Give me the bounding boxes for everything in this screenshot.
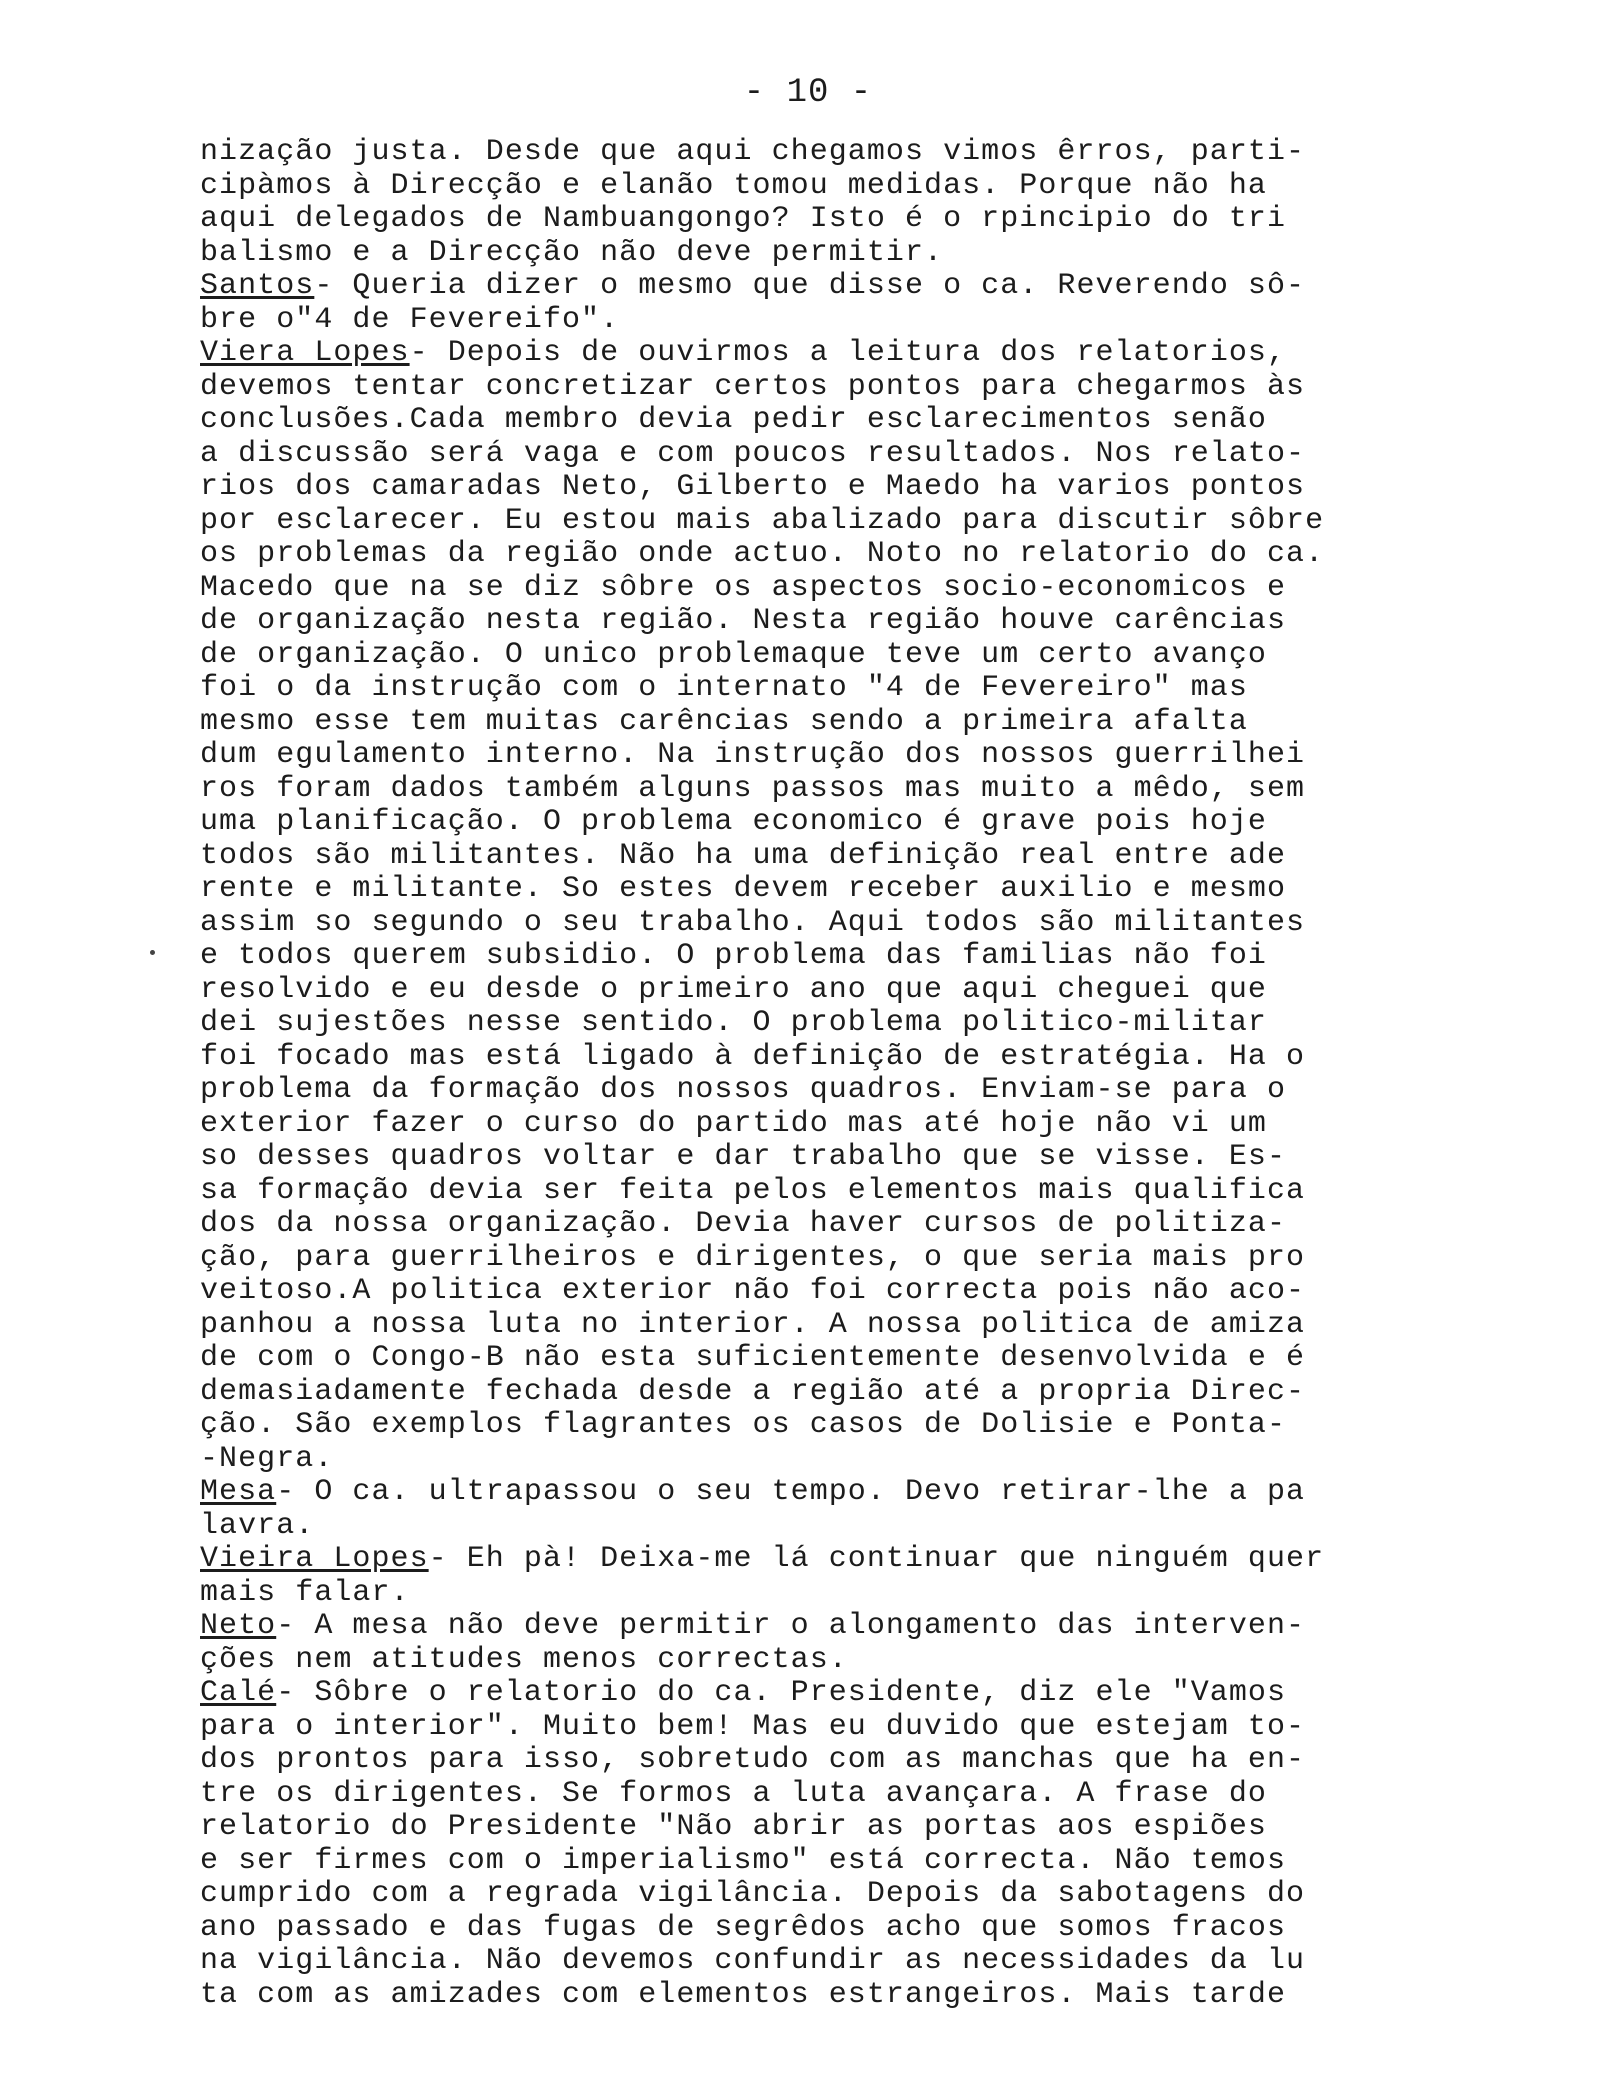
line-text: ta com as amizades com elementos estrangeiros. Mais tarde	[200, 1977, 1287, 2012]
text-line	[200, 1644, 1380, 1678]
line-text: conclusões.Cada membro devia pedir esclarecimentos senão	[200, 403, 1267, 437]
line-text: e ser firmes com o imperialismo" está correcta. Não temos	[200, 1843, 1287, 1878]
text-line	[200, 706, 1380, 740]
line-text: bre o"4 de Fevereifo".	[200, 302, 620, 337]
ink-speck	[150, 950, 155, 955]
speaker-line	[200, 1610, 1380, 1644]
text-line	[200, 1811, 1380, 1845]
text-line	[200, 1041, 1380, 1075]
speaker-name: Santos	[200, 269, 315, 303]
text-line	[200, 505, 1380, 539]
line-text: - O ca. ultrapassou o seu tempo. Devo retirar-lhe a pa	[276, 1475, 1306, 1509]
text-line	[200, 371, 1380, 405]
line-text: cumprido com a regrada vigilância. Depois da sabotagens do	[200, 1877, 1306, 1911]
line-text: todos são militantes. Não ha uma definição real entre ade	[200, 838, 1287, 873]
line-text: a discussão será vaga e com poucos resultados. Nos relato-	[200, 436, 1306, 471]
speaker-name: Viera Lopes	[200, 336, 410, 370]
text-line	[200, 438, 1380, 472]
text-line	[200, 1141, 1380, 1175]
line-text: cipàmos à Direcção e elanão tomou medidas. Porque não ha	[200, 168, 1267, 203]
line-text: problema da formação dos nossos quadros. Enviam-se para o	[200, 1073, 1287, 1107]
text-line	[200, 1275, 1380, 1309]
text-line	[200, 136, 1380, 170]
text-line	[200, 1711, 1380, 1745]
line-text: demasiadamente fechada desde a região até a propria Direc-	[200, 1374, 1306, 1409]
speaker-name: Vieira Lopes	[200, 1542, 429, 1576]
line-text: uma planificação. O problema economico é grave pois hoje	[200, 805, 1267, 839]
text-line	[200, 538, 1380, 572]
text-line	[200, 1342, 1380, 1376]
line-text: dum egulamento interno. Na instrução dos nossos guerrilhei	[200, 738, 1306, 772]
line-text: de organização nesta região. Nesta região houve carências	[200, 604, 1287, 638]
line-text: - Eh pà! Deixa-me lá continuar que ninguém quer	[428, 1542, 1325, 1576]
line-text: - Queria dizer o mesmo que disse o ca. Reverendo sô-	[314, 269, 1306, 303]
text-line	[200, 1945, 1380, 1979]
line-text: nização justa. Desde que aqui chegamos vimos êrros, parti-	[200, 135, 1306, 169]
text-line	[200, 1242, 1380, 1276]
line-text: panhou a nossa luta no interior. A nossa politica de amiza	[200, 1307, 1306, 1342]
speaker-name: Neto	[200, 1609, 277, 1643]
line-text: aqui delegados de Nambuangongo? Isto é o rpincipio do tri	[200, 202, 1287, 236]
text-line	[200, 1309, 1380, 1343]
line-text: de com o Congo-B não esta suficientemente desenvolvida e é	[200, 1341, 1306, 1375]
line-text: mesmo esse tem muitas carências sendo a primeira afalta	[200, 704, 1248, 739]
line-text: na vigilância. Não devemos confundir as necessidades da lu	[200, 1944, 1306, 1978]
line-text: dos da nossa organização. Devia haver cursos de politiza-	[200, 1207, 1287, 1241]
text-line	[200, 572, 1380, 606]
text-line	[200, 1409, 1380, 1443]
line-text: exterior fazer o curso do partido mas até hoje não vi um	[200, 1106, 1267, 1141]
text-line	[200, 1510, 1380, 1544]
text-line	[200, 605, 1380, 639]
speaker-name: Calé	[200, 1676, 277, 1710]
line-text: dei sujestões nesse sentido. O problema politico-militar	[200, 1006, 1267, 1040]
text-line	[200, 639, 1380, 673]
text-line	[200, 1778, 1380, 1812]
line-text: sa formação devia ser feita pelos elementos mais qualifica	[200, 1173, 1306, 1208]
line-text: e todos querem subsidio. O problema das familias não foi	[200, 939, 1267, 973]
speaker-line	[200, 1543, 1380, 1577]
line-text: ros foram dados também alguns passos mas muito a mêdo, sem	[200, 771, 1306, 806]
text-line	[200, 907, 1380, 941]
text-line	[200, 1208, 1380, 1242]
page-number: - 10 -	[743, 74, 873, 112]
text-line	[200, 1376, 1380, 1410]
line-text: veitoso.A politica exterior não foi correcta pois não aco-	[200, 1274, 1306, 1308]
line-text: -Negra.	[200, 1441, 334, 1476]
text-line	[200, 304, 1380, 338]
text-line	[200, 404, 1380, 438]
text-line	[200, 1577, 1380, 1611]
text-line	[200, 974, 1380, 1008]
speaker-name: Mesa	[200, 1475, 277, 1509]
text-line	[200, 739, 1380, 773]
line-text: relatorio do Presidente "Não abrir as portas aos espiões	[200, 1810, 1267, 1844]
text-line	[200, 1175, 1380, 1209]
text-line	[200, 1979, 1380, 2013]
text-line	[200, 940, 1380, 974]
line-text: foi o da instrução com o internato "4 de Fevereiro" mas	[200, 671, 1248, 705]
text-line	[200, 1108, 1380, 1142]
line-text: lavra.	[200, 1508, 315, 1543]
line-text: rente e militante. So estes devem receber auxilio e mesmo	[200, 872, 1287, 906]
speaker-line	[200, 1476, 1380, 1510]
line-text: foi focado mas está ligado à definição de estratégia. Ha o	[200, 1039, 1306, 1074]
text-line	[200, 672, 1380, 706]
line-text: tre os dirigentes. Se formos a luta avançara. A frase do	[200, 1776, 1267, 1811]
line-text: so desses quadros voltar e dar trabalho que se visse. Es-	[200, 1140, 1287, 1174]
text-line	[200, 1074, 1380, 1108]
line-text: devemos tentar concretizar certos pontos para chegarmos às	[200, 369, 1306, 404]
line-text: - A mesa não deve permitir o alongamento das interven-	[276, 1609, 1306, 1643]
speaker-line	[200, 270, 1380, 304]
line-text: - Sôbre o relatorio do ca. Presidente, diz ele "Vamos	[276, 1676, 1287, 1710]
text-line	[200, 203, 1380, 237]
text-line	[200, 237, 1380, 271]
line-text: balismo e a Direcção não deve permitir.	[200, 235, 944, 270]
text-line	[200, 1007, 1380, 1041]
line-text: Macedo que na se diz sôbre os aspectos socio-economicos e	[200, 570, 1287, 605]
transcript-body	[200, 136, 1380, 2012]
line-text: dos prontos para isso, sobretudo com as manchas que ha en-	[200, 1743, 1306, 1777]
line-text: assim so segundo o seu trabalho. Aqui todos são militantes	[200, 905, 1306, 940]
text-line	[200, 773, 1380, 807]
text-line	[200, 1912, 1380, 1946]
text-line	[200, 840, 1380, 874]
text-line	[200, 873, 1380, 907]
line-text: rios dos camaradas Neto, Gilberto e Maedo ha varios pontos	[200, 470, 1306, 504]
text-line	[200, 1443, 1380, 1477]
text-line	[200, 1845, 1380, 1879]
speaker-line	[200, 1677, 1380, 1711]
line-text: ção, para guerrilheiros e dirigentes, o que seria mais pro	[200, 1240, 1306, 1275]
text-line	[200, 806, 1380, 840]
line-text: ano passado e das fugas de segrêdos acho que somos fracos	[200, 1910, 1287, 1945]
line-text: mais falar.	[200, 1575, 410, 1610]
text-line	[200, 170, 1380, 204]
line-text: - Depois de ouvirmos a leitura dos relatorios,	[409, 336, 1287, 370]
line-text: por esclarecer. Eu estou mais abalizado para discutir sôbre	[200, 503, 1325, 538]
line-text: ção. São exemplos flagrantes os casos de Dolisie e Ponta-	[200, 1408, 1287, 1442]
line-text: os problemas da região onde actuo. Noto no relatorio do ca.	[200, 537, 1325, 571]
line-text: ções nem atitudes menos correctas.	[200, 1642, 848, 1677]
line-text: para o interior". Muito bem! Mas eu duvido que estejam to-	[200, 1709, 1306, 1744]
line-text: de organização. O unico problemaque teve um certo avanço	[200, 637, 1267, 672]
text-line	[200, 1878, 1380, 1912]
text-line	[200, 471, 1380, 505]
line-text: resolvido e eu desde o primeiro ano que aqui cheguei que	[200, 972, 1267, 1007]
text-line	[200, 1744, 1380, 1778]
speaker-line	[200, 337, 1380, 371]
